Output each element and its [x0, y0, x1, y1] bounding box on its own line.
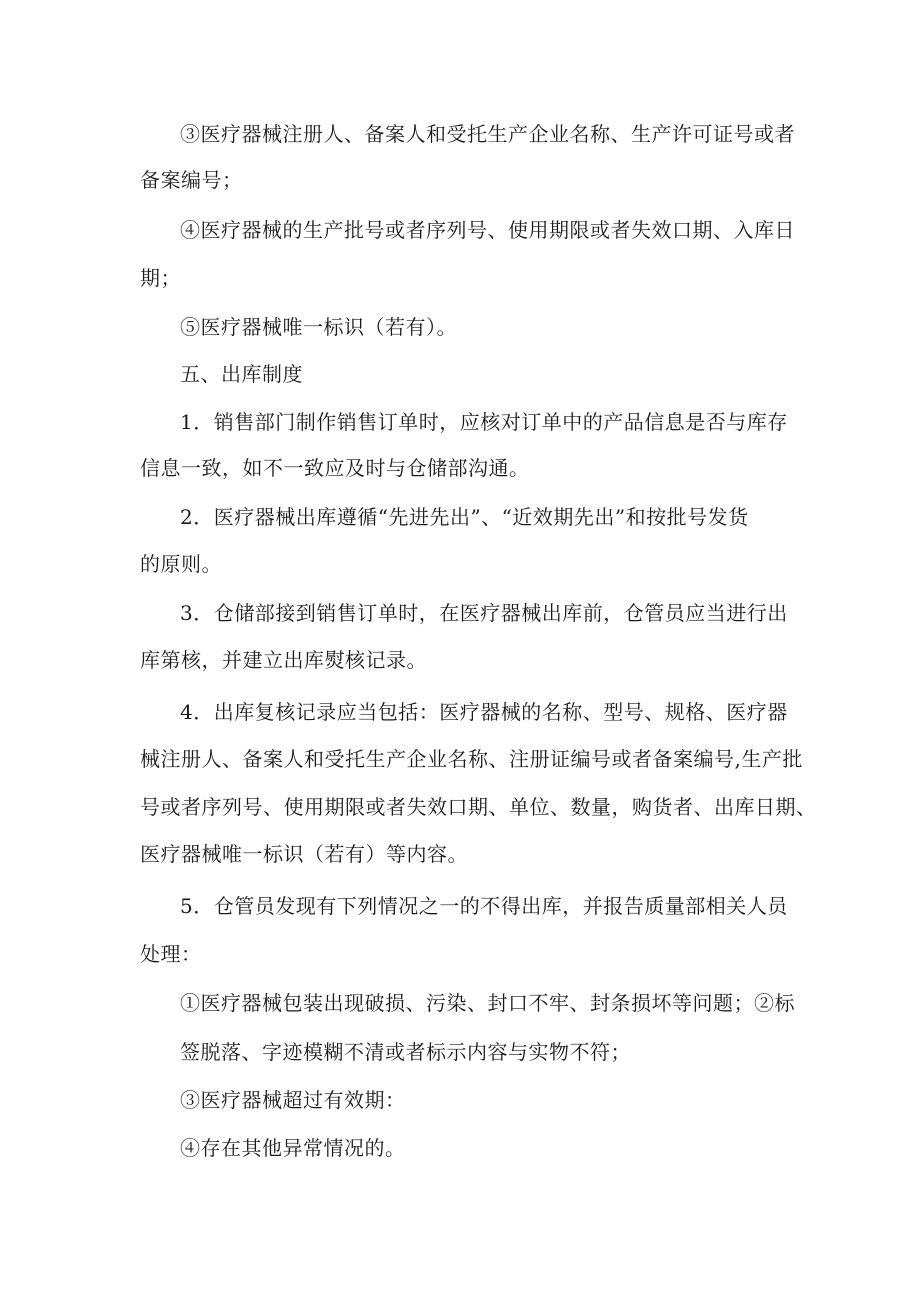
section-heading: 五、出库制度 — [180, 362, 303, 386]
paragraph-line: ⑤医疗器械唯一标识（若有）。 — [180, 315, 457, 339]
list-item-line: 信息一致，如不一致应及时与仓储部沟通。 — [140, 456, 530, 480]
list-item-line: 械注册人、备案人和受托生产企业名称、注册证编号或者备案编号,生产批 — [140, 747, 803, 771]
list-item-line: 3．仓储部接到销售订单时，在医疗器械出库前，仓管员应当进行出 — [180, 601, 788, 625]
paragraph-line: 期； — [140, 266, 181, 290]
list-item-line: 2．医疗器械出库遵循“先进先出”、“近效期先出”和按批号发货 — [180, 505, 749, 529]
list-item-line: 5．仓管员发现有下列情况之一的不得出库，并报告质量部相关人员 — [180, 894, 788, 918]
sub-item-line: ①医疗器械包装出现破损、污染、封口不牢、封条损坏等问题；②标 — [180, 991, 795, 1015]
paragraph-line: 备案编号； — [140, 168, 243, 192]
paragraph-line: ③医疗器械注册人、备案人和受托生产企业名称、生产许可证号或者 — [180, 122, 795, 146]
list-item-line: 的原则。 — [140, 552, 222, 576]
list-item-line: 号或者序列号、使用期限或者失效口期、单位、数量，购货者、出库日期、 — [140, 795, 817, 819]
paragraph-line: ④医疗器械的生产批号或者序列号、使用期限或者失效口期、入库日 — [180, 218, 795, 242]
sub-item-line: ④存在其他异常情况的。 — [180, 1136, 406, 1160]
sub-item-line: ③医疗器械超过有效期： — [180, 1088, 406, 1112]
sub-item-line: 签脱落、字迹模糊不清或者标示内容与实物不符； — [180, 1040, 631, 1064]
list-item-line: 库第核，并建立出库熨核记录。 — [140, 648, 427, 672]
list-item-line: 处理： — [140, 942, 202, 966]
list-item-line: 医疗器械唯一标识（若有）等内容。 — [140, 842, 468, 866]
list-item-line: 1．销售部门制作销售订单时，应核对订单中的产品信息是否与库存 — [180, 410, 788, 434]
list-item-line: 4．出库复核记录应当包括：医疗器械的名称、型号、规格、医疗器 — [180, 700, 788, 724]
